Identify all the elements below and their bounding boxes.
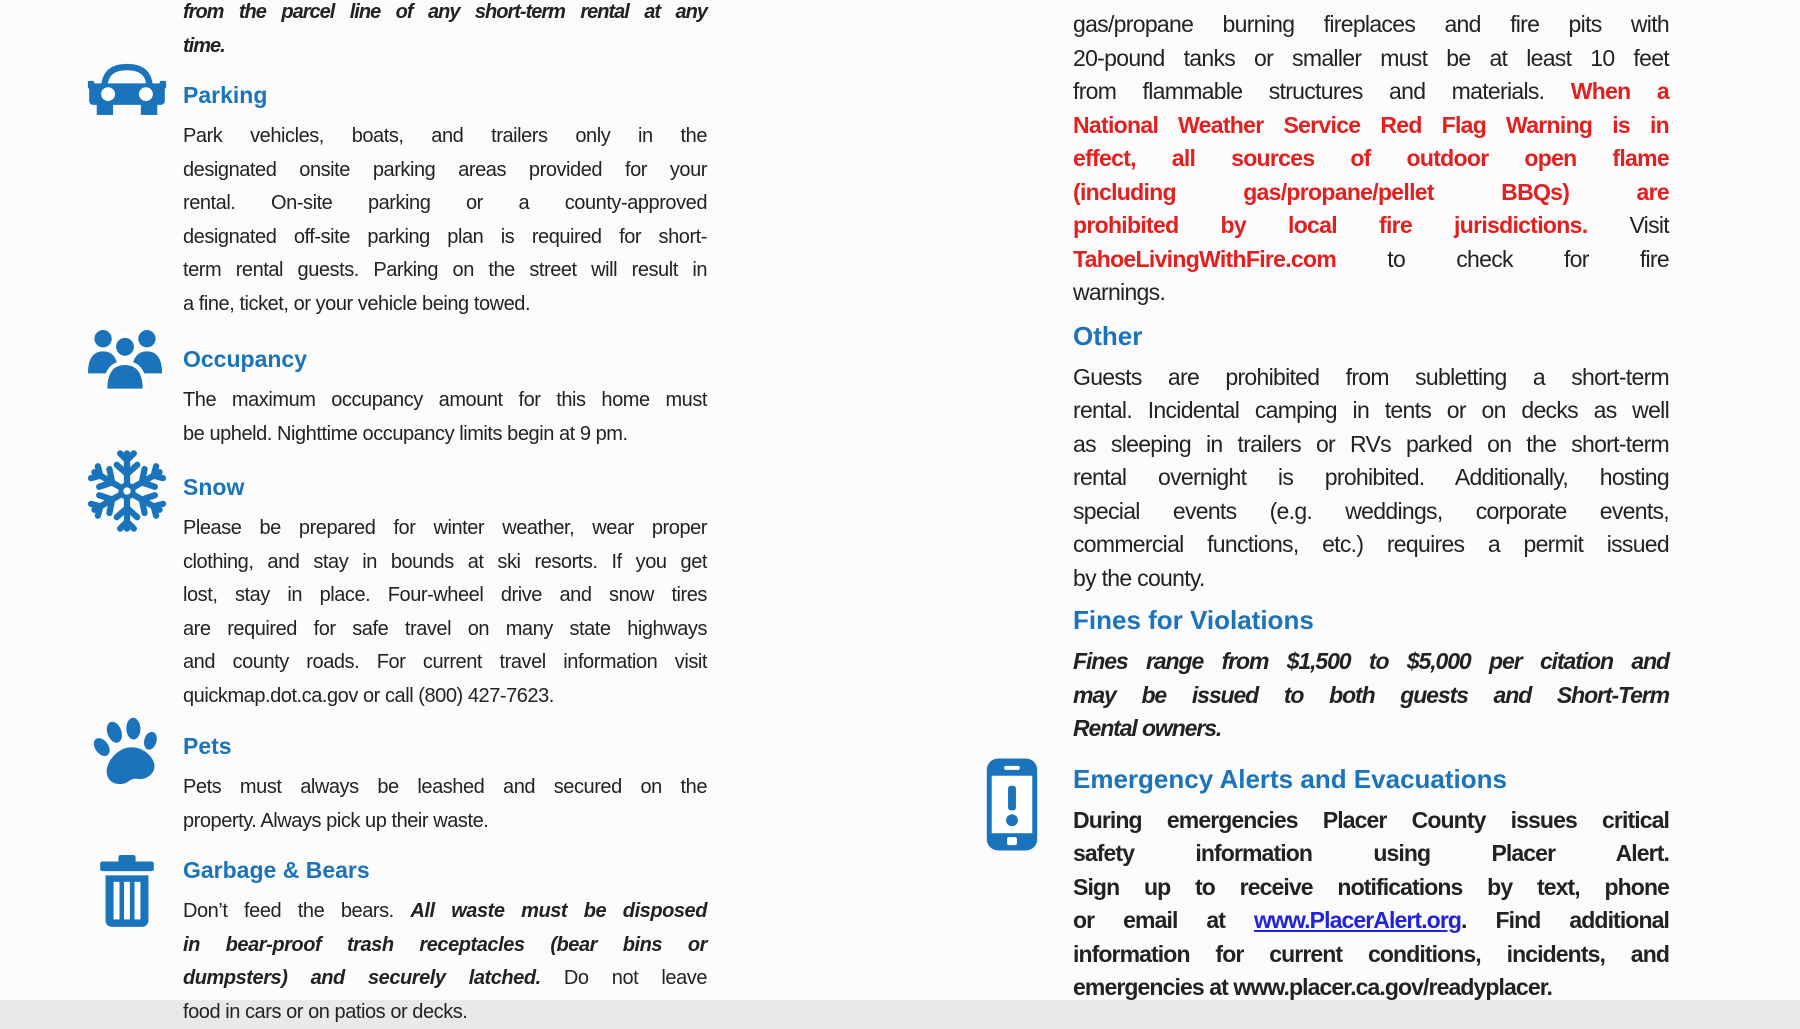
text-span: gas/propane burning fireplaces and fire pits with [1073,11,1669,37]
text-line [1073,109,1669,143]
section-emergency [1073,762,1669,1005]
column-right [1073,8,1669,1005]
text-line [183,929,707,963]
text-line [1073,528,1669,562]
text-line [1073,495,1669,529]
section-fines [1073,603,1669,746]
text-span: The maximum occupancy amount for this home must [183,389,707,411]
readyplacer-url-text: emergencies at www.placer.ca.gov/readyplacer. [1073,974,1552,1000]
text-line [1073,361,1669,395]
text-line [1073,804,1669,838]
heading-fines: Fines for Violations [1073,603,1669,637]
text-span: Do not leave [541,967,707,989]
text-span: may be issued to both guests and Short-Term [1073,682,1669,708]
text-line [1073,394,1669,428]
text-span: Don’t feed the bears. [183,900,410,922]
section-other [1073,319,1669,596]
text-line [183,805,707,839]
text-span: a fine, ticket, or your vehicle being towed. [183,293,530,315]
text-line [183,579,707,613]
section-pets [183,729,707,838]
text-line [183,962,707,996]
text-line [183,418,707,452]
heading-pets: Pets [183,729,707,763]
text-span: All waste must be disposed [410,900,707,922]
text-line [183,30,707,64]
paragraph-emergency [1073,804,1669,1005]
paragraph-garbage-bears [183,895,707,1029]
text-span: lost, stay in place. Four-wheel drive and snow tires [183,584,707,606]
text-span: rental overnight is prohibited. Additionally, hosting [1073,464,1669,490]
text-span: from flammable structures and materials. [1073,78,1571,104]
text-span: prohibited by local fire jurisdictions. [1073,212,1587,238]
text-span: Fines range from $1,500 to $5,000 per citation and [1073,648,1669,674]
section-garbage-bears [183,853,707,1029]
car-icon [85,62,169,120]
heading-garbage-bears: Garbage & Bears [183,853,707,887]
paragraph-occupancy [183,384,707,451]
section-parcel-intro [183,0,707,63]
text-line [1073,142,1669,176]
text-line [183,288,707,322]
text-line [183,613,707,647]
text-line [1073,276,1669,310]
text-span: designated off-site parking plan is required for short- [183,226,707,248]
text-line [1073,8,1669,42]
text-span: Guests are prohibited from subletting a short-term [1073,364,1669,390]
text-span: from the parcel line of any short-term rental at any [183,1,707,23]
trash-can-icon [96,855,158,928]
text-line [183,0,707,30]
text-line [1073,243,1669,277]
heading-emergency: Emergency Alerts and Evacuations [1073,762,1669,796]
text-span: commercial functions, etc.) requires a permit issued [1073,531,1669,557]
text-span: be upheld. Nighttime occupancy limits begin at 9 pm. [183,423,628,445]
occupancy-people-icon [85,326,165,393]
section-snow [183,470,707,713]
text-span: time. [183,35,225,57]
tahoelivingwithfire-link[interactable]: TahoeLivingWithFire.com [1073,246,1336,272]
paw-icon [90,715,158,789]
text-line [183,120,707,154]
text-span: Park vehicles, boats, and trailers only in the [183,125,707,147]
paragraph-fire-safety [1073,8,1669,310]
text-line [1073,461,1669,495]
text-span: are required for safe travel on many state highways [183,618,707,640]
text-span: rental. Incidental camping in tents or on decks as well [1073,397,1669,423]
text-line [1073,837,1669,871]
text-line [1073,679,1669,713]
text-span: food in cars or on patios or decks. [183,1001,467,1023]
text-span: 20-pound tanks or smaller must be at least 10 feet [1073,45,1669,71]
text-span: . Find additional [1461,907,1669,933]
text-span: National Weather Service Red Flag Warning is in [1073,112,1669,138]
text-line [183,154,707,188]
text-span: quickmap.dot.ca.gov or call (800) 427-7623. [183,685,554,707]
text-line [1073,75,1669,109]
text-line [183,221,707,255]
text-line [183,996,707,1029]
text-span: and county roads. For current travel information visit [183,651,707,673]
paragraph-snow [183,512,707,713]
text-line [1073,562,1669,596]
text-line [1073,428,1669,462]
text-span: to check for fire [1336,246,1669,272]
text-span: term rental guests. Parking on the street will result in [183,259,707,281]
text-span: information for current conditions, incidents, and [1073,941,1669,967]
text-span: Pets must always be leashed and secured on the [183,776,707,798]
phone-alert-icon [986,758,1038,851]
text-span: Sign up to receive notifications by text, phone [1073,874,1669,900]
text-line [183,187,707,221]
column-left [183,0,707,1029]
text-span: Rental owners. [1073,715,1221,741]
text-span: safety information using Placer Alert. [1073,840,1669,866]
text-line [183,771,707,805]
text-span: Please be prepared for winter weather, wear proper [183,517,707,539]
text-line [183,384,707,418]
paragraph-parcel-intro [183,0,707,63]
text-span: or email at [1073,907,1254,933]
text-span: dumpsters) and securely latched. [183,967,541,989]
section-fire-safety [1073,8,1669,310]
text-span: During emergencies Placer County issues critical [1073,807,1669,833]
text-span: property. Always pick up their waste. [183,810,488,832]
text-line [183,546,707,580]
text-span: (including gas/propane/pellet BBQs) are [1073,179,1669,205]
heading-other: Other [1073,319,1669,353]
text-line [1073,938,1669,972]
paragraph-pets [183,771,707,838]
snowflake-icon [86,449,168,533]
text-span: as sleeping in trailers or RVs parked on the short-term [1073,431,1669,457]
text-span: warnings. [1073,279,1165,305]
text-line [1073,176,1669,210]
heading-snow: Snow [183,470,707,504]
text-span: in bear-proof trash receptacles (bear bins or [183,934,707,956]
text-span: rental. On-site parking or a county-approved [183,192,707,214]
text-span: special events (e.g. weddings, corporate events, [1073,498,1669,524]
heading-occupancy: Occupancy [183,342,707,376]
text-line [183,254,707,288]
placeralert-link[interactable]: www.PlacerAlert.org [1254,907,1461,933]
text-span: When a [1571,78,1669,104]
section-occupancy [183,342,707,451]
text-line [1073,42,1669,76]
heading-parking: Parking [183,78,707,112]
text-line [1073,871,1669,905]
text-line [183,680,707,714]
text-line [183,895,707,929]
text-line [1073,209,1669,243]
text-span: Visit [1587,212,1669,238]
text-line [1073,971,1669,1005]
text-line [183,646,707,680]
text-line [1073,712,1669,746]
text-line [183,512,707,546]
section-parking [183,78,707,321]
text-span: designated onsite parking areas provided for your [183,159,707,181]
text-span: effect, all sources of outdoor open flame [1073,145,1669,171]
paragraph-parking [183,120,707,321]
paragraph-other [1073,361,1669,596]
text-span: by the county. [1073,565,1205,591]
text-span: clothing, and stay in bounds at ski resorts. If you get [183,551,707,573]
text-line [1073,645,1669,679]
paragraph-fines [1073,645,1669,746]
text-line [1073,904,1669,938]
